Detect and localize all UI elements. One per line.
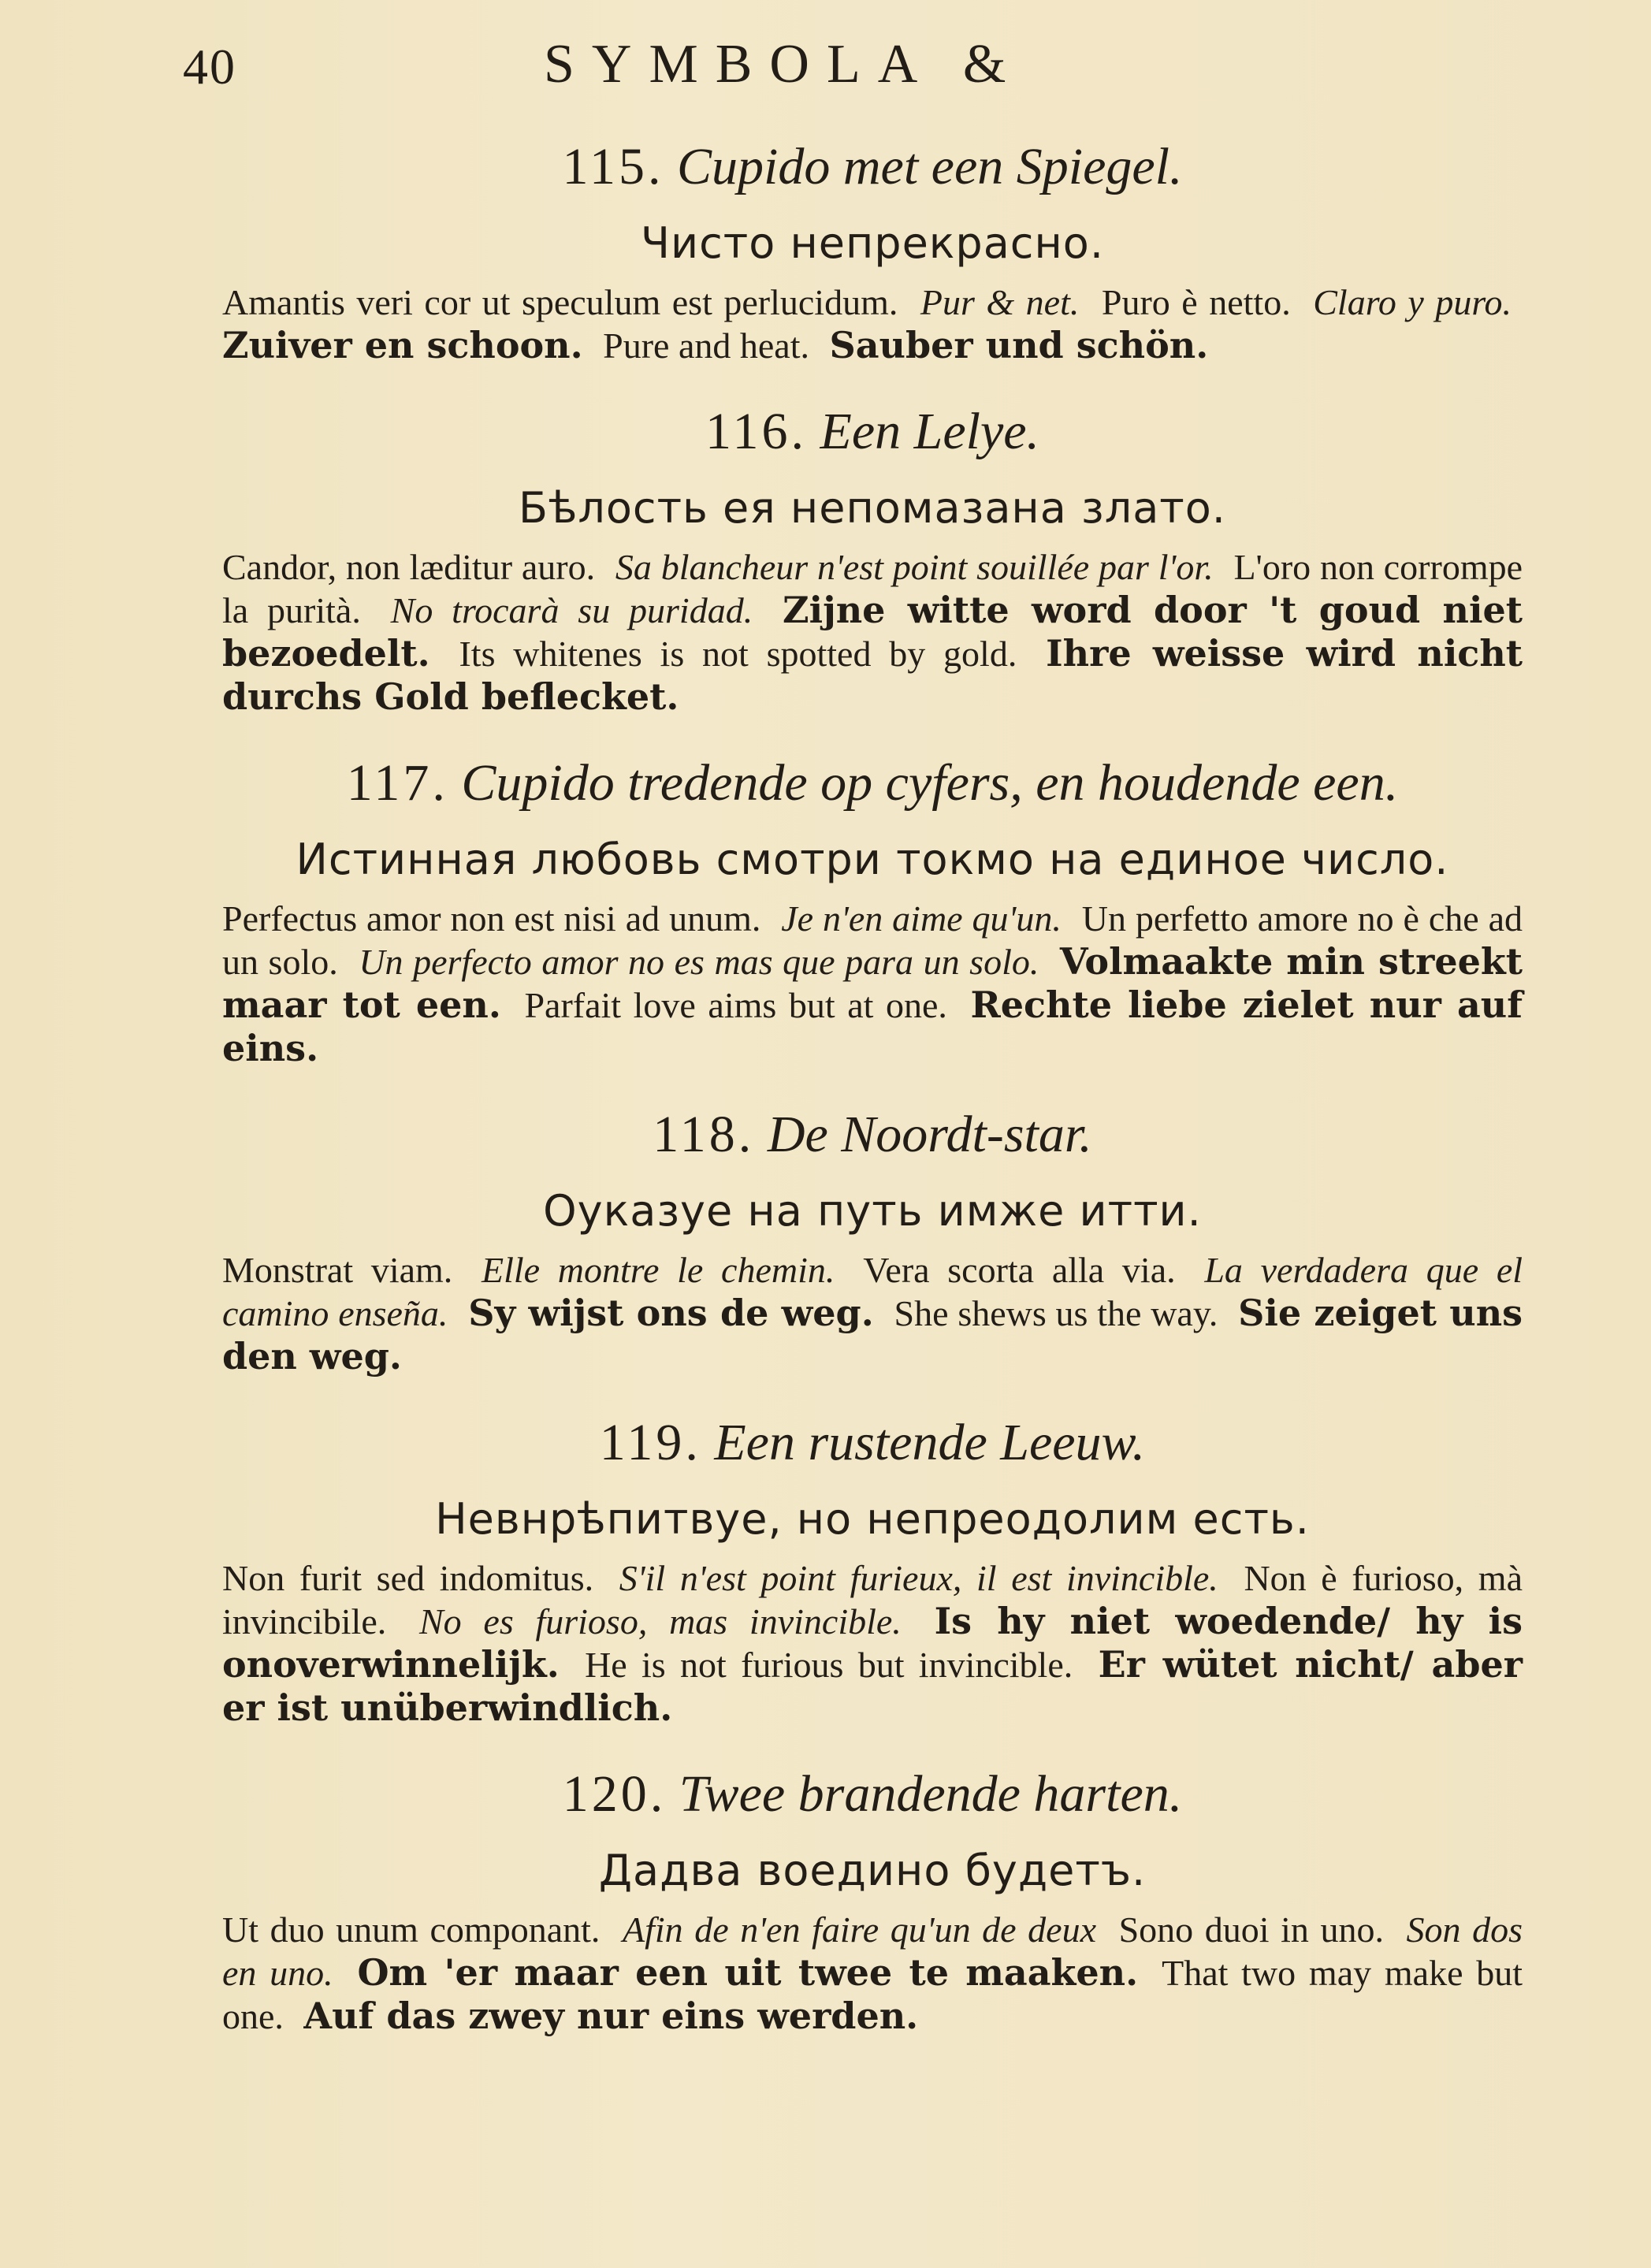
translation-text: Candor, non læditur auro. — [222, 547, 596, 587]
entry-motto-title: Een rustende Leeuw. — [714, 1414, 1146, 1471]
slavonic-motto: Оуказуе на путь имже итти. — [543, 1186, 1202, 1236]
translations-paragraph — [222, 897, 1523, 1070]
running-title: SYMBOLA & — [544, 34, 1024, 95]
translations-paragraph — [222, 1908, 1523, 2038]
emblem-entry — [222, 134, 1523, 367]
translation-text: Sauber und schön. — [829, 324, 1209, 366]
entry-title — [222, 1761, 1523, 1827]
translations-paragraph — [222, 545, 1523, 719]
entry-motto-title: Cupido tredende op cyfers, en houdende een. — [461, 754, 1399, 812]
emblem-entry — [222, 1410, 1523, 1730]
translation-text: Puro è netto. — [1101, 282, 1291, 322]
page-body — [222, 134, 1523, 2069]
translation-text: Er wütet nicht/ aber er ist unüberwindlich. — [222, 1643, 1523, 1729]
translation-text: S'il n'est point furieux, il est invincible. — [619, 1558, 1218, 1598]
translation-text: He is not furious but invincible. — [585, 1645, 1073, 1685]
entry-motto-title: Twee brandende harten. — [679, 1765, 1183, 1823]
slavonic-motto: Бѣлость ея непомазана злато. — [519, 483, 1226, 533]
translation-text: Volmaakte min streekt maar tot een. — [222, 940, 1523, 1026]
emblem-entry — [222, 750, 1523, 1070]
translation-text: No trocarà su puridad. — [390, 590, 753, 630]
translation-text: That two may make but one. — [222, 1953, 1523, 2036]
translation-text: L'oro non corrompe la purità. — [222, 547, 1523, 630]
emblem-entry — [222, 1102, 1523, 1378]
translation-text: La verdadera que el camino enseña. — [222, 1250, 1523, 1333]
translation-text: Un perfetto amore no è che ad un solo. — [222, 898, 1523, 982]
translation-text: Its whitenes is not spotted by gold. — [459, 634, 1017, 674]
translation-text: Zijne witte word door 't goud niet bezoedelt. — [222, 589, 1523, 675]
entry-motto-title: Cupido met een Spiegel. — [677, 138, 1183, 195]
translation-text: Sy wijst ons de weg. — [468, 1292, 874, 1334]
translation-text: Sa blancheur n'est point souillée par l'or. — [615, 547, 1214, 587]
translation-text: Claro y puro. — [1313, 282, 1512, 322]
page-header — [0, 33, 1651, 104]
entry-number: 118. — [653, 1106, 755, 1163]
entry-number: 116. — [705, 403, 807, 460]
translation-text: Perfectus amor non est nisi ad unum. — [222, 898, 761, 939]
translation-text: Sie zeiget uns den weg. — [222, 1292, 1523, 1378]
entry-title — [222, 1102, 1523, 1168]
translations-paragraph — [222, 1248, 1523, 1378]
translation-text: Parfait love aims but at one. — [524, 985, 947, 1025]
slavonic-motto: Истинная любовь смотри токмо на единое число. — [296, 835, 1449, 884]
slavonic-motto: Невнрѣпитвуе, но непреодолим есть. — [435, 1494, 1310, 1544]
translation-text: Non è furioso, mà invincibile. — [222, 1558, 1523, 1642]
translations-paragraph — [222, 1556, 1523, 1730]
entry-number: 120. — [562, 1765, 667, 1823]
translations-paragraph — [222, 281, 1523, 367]
translation-text: Auf das zwey nur eins werden. — [303, 1995, 919, 2037]
translation-text: Un perfecto amor no es mas que para un solo. — [359, 942, 1039, 982]
translation-text: Monstrat viam. — [222, 1250, 453, 1290]
entry-number: 117. — [346, 754, 448, 812]
translation-text: Ihre weisse wird nicht durchs Gold beflecket. — [222, 632, 1523, 718]
translation-text: She shews us the way. — [894, 1293, 1218, 1333]
entry-number: 115. — [562, 138, 664, 195]
translation-text: Sono duoi in uno. — [1118, 1909, 1384, 1950]
entry-motto-title: De Noordt-star. — [767, 1106, 1092, 1163]
translation-text: Zuiver en schoon. — [222, 324, 583, 366]
translation-text: Rechte liebe zielet nur auf eins. — [222, 983, 1523, 1069]
emblem-entry — [222, 399, 1523, 719]
page-number: 40 — [183, 39, 236, 95]
translation-text: Ut duo unum componant. — [222, 1909, 601, 1950]
entry-number: 119. — [599, 1414, 701, 1471]
entry-title — [222, 750, 1523, 816]
translation-text: Amantis veri cor ut speculum est perlucidum. — [222, 282, 898, 322]
translation-text: Is hy niet woedende/ hy is onoverwinnelijk. — [222, 1600, 1523, 1686]
translation-text: Pur & net. — [920, 282, 1080, 322]
slavonic-motto: Дадва воедино будетъ. — [598, 1846, 1147, 1895]
translation-text: Afin de n'en faire qu'un de deux — [622, 1909, 1097, 1950]
entry-title — [222, 1410, 1523, 1476]
translation-text: Om 'er maar een uit twee te maaken. — [357, 1951, 1139, 1994]
translation-text: Je n'en aime qu'un. — [781, 898, 1062, 939]
entry-title — [222, 134, 1523, 200]
translation-text: Elle montre le chemin. — [482, 1250, 835, 1290]
translation-text: Son dos en uno. — [222, 1909, 1523, 1993]
translation-text: Non furit sed indomitus. — [222, 1558, 594, 1598]
translation-text: Pure and heat. — [603, 325, 810, 366]
translation-text: Vera scorta alla via. — [863, 1250, 1176, 1290]
translation-text: No es furioso, mas invincible. — [419, 1601, 902, 1642]
entry-title — [222, 399, 1523, 465]
emblem-entry — [222, 1761, 1523, 2038]
entry-motto-title: Een Lelye. — [820, 403, 1040, 460]
slavonic-motto: Чисто непрекрасно. — [641, 218, 1104, 268]
